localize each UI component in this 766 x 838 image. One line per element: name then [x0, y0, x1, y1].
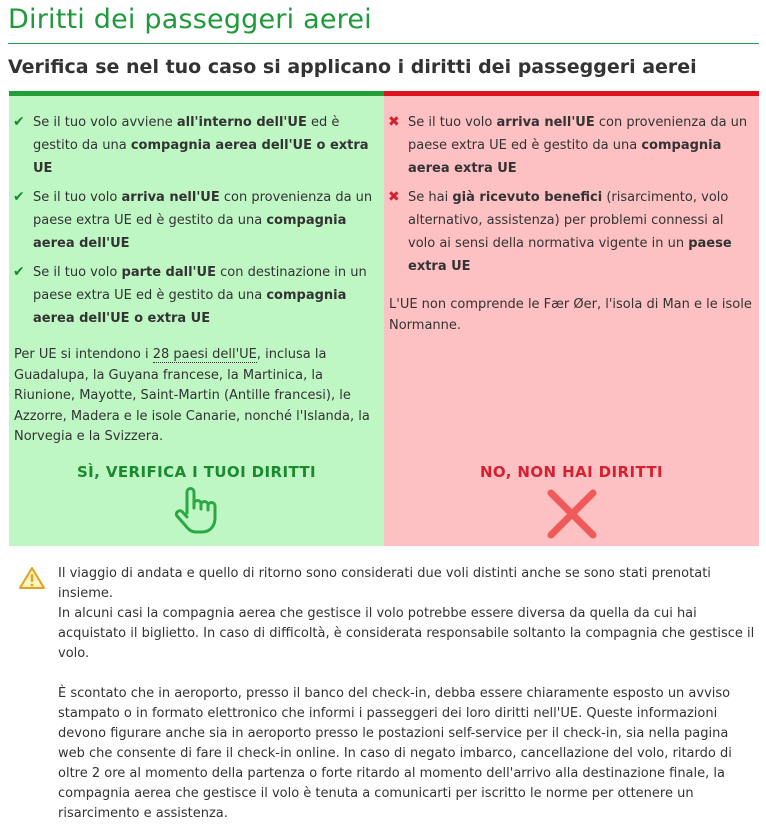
cross-mark-icon: ✖ [388, 189, 400, 205]
title-divider [8, 43, 759, 44]
eligible-condition-3: ✔ Se il tuo volo parte dall'UE con destinazione in un paese extra UE ed è gestito da una compagnia aerea dell'UE o extra UE [13, 261, 375, 330]
not-eligible-column[interactable] [384, 91, 759, 546]
note-paragraph-1: Il viaggio di andata e quello di ritorno sono considerati due voli distinti anche se sono stati prenotati insieme. [58, 566, 711, 601]
not-eligible-condition-2: ✖ Se hai già ricevuto benefici (risarcimento, volo alternativo, assistenza) per problemi connessi al volo ai sensi della normativa vigente in un paese extra UE [388, 186, 750, 278]
no-rights-button-label[interactable]: NO, NON HAI DIRITTI [479, 463, 664, 481]
page-subtitle: Verifica se nel tuo caso si applicano i diritti dei passeggeri aerei [8, 56, 697, 78]
note-paragraph-3: È scontato che in aeroporto, presso il banco del check-in, debba essere chiaramente esposto un avviso stampato o in formato elettronico che informi i passeggeri dei loro diritti nell'UE. Queste informazioni devono figurare anche sia in aeroporto presso le postazioni self-service per il check-in, sia nella pagina web che consente di fare il check-in online. In caso di negato imbarco, cancellazione del volo, ritardo di oltre 2 ore al momento della partenza o forte ritardo al momento dell'arrivo alla destinazione finale, la compagnia aerea che gestisce il volo è tenuta a comunicarti per iscritto le norme per ottenere un risarcimento e assistenza. [58, 686, 732, 821]
eligible-condition-1: ✔ Se il tuo volo avviene all'interno dell'UE ed è gestito da una compagnia aerea dell'UE o extra UE [13, 111, 375, 180]
eu-countries-link[interactable]: 28 paesi dell'UE [152, 347, 257, 362]
eu-definition-note: Per UE si intendono i 28 paesi dell'UE, inclusa la Guadalupa, la Guyana francese, la Martinica, la Riunione, Mayotte, Saint-Martin (Antille francesi), le Azzorre, Madera e le isole Canarie, nonché l'Islanda, la Norvegia e la Svizzera. [14, 347, 370, 444]
page-title: Diritti dei passeggeri aerei [8, 4, 372, 35]
cross-icon[interactable] [547, 489, 597, 539]
not-eligible-conditions-list [388, 111, 750, 284]
note-paragraph-2: In alcuni casi la compagnia aerea che gestisce il volo potrebbe essere diversa da quella da cui hai acquistato il biglietto. In caso di difficoltà, è considerata responsabile soltanto la compagnia che gestisce il volo. [58, 606, 755, 661]
cross-mark-icon: ✖ [388, 114, 400, 130]
hand-pointer-icon[interactable] [173, 486, 219, 536]
warning-icon [18, 566, 46, 590]
eligible-conditions-list [13, 111, 375, 336]
verify-rights-button-label[interactable]: SÌ, VERIFICA I TUOI DIRITTI [76, 463, 317, 481]
eligibility-columns [9, 91, 759, 546]
eu-exclusion-note: L'UE non comprende le Fær Øer, l'isola di Man e le isole Normanne. [389, 297, 752, 333]
check-icon: ✔ [13, 189, 25, 205]
eligible-column[interactable] [9, 91, 384, 546]
check-icon: ✔ [13, 114, 25, 130]
eligible-condition-2: ✔ Se il tuo volo arriva nell'UE con provenienza da un paese extra UE ed è gestito da una compagnia aerea dell'UE [13, 186, 375, 255]
check-icon: ✔ [13, 264, 25, 280]
not-eligible-condition-1: ✖ Se il tuo volo arriva nell'UE con provenienza da un paese extra UE ed è gestito da una compagnia aerea extra UE [388, 111, 750, 180]
notes-text [58, 564, 758, 824]
